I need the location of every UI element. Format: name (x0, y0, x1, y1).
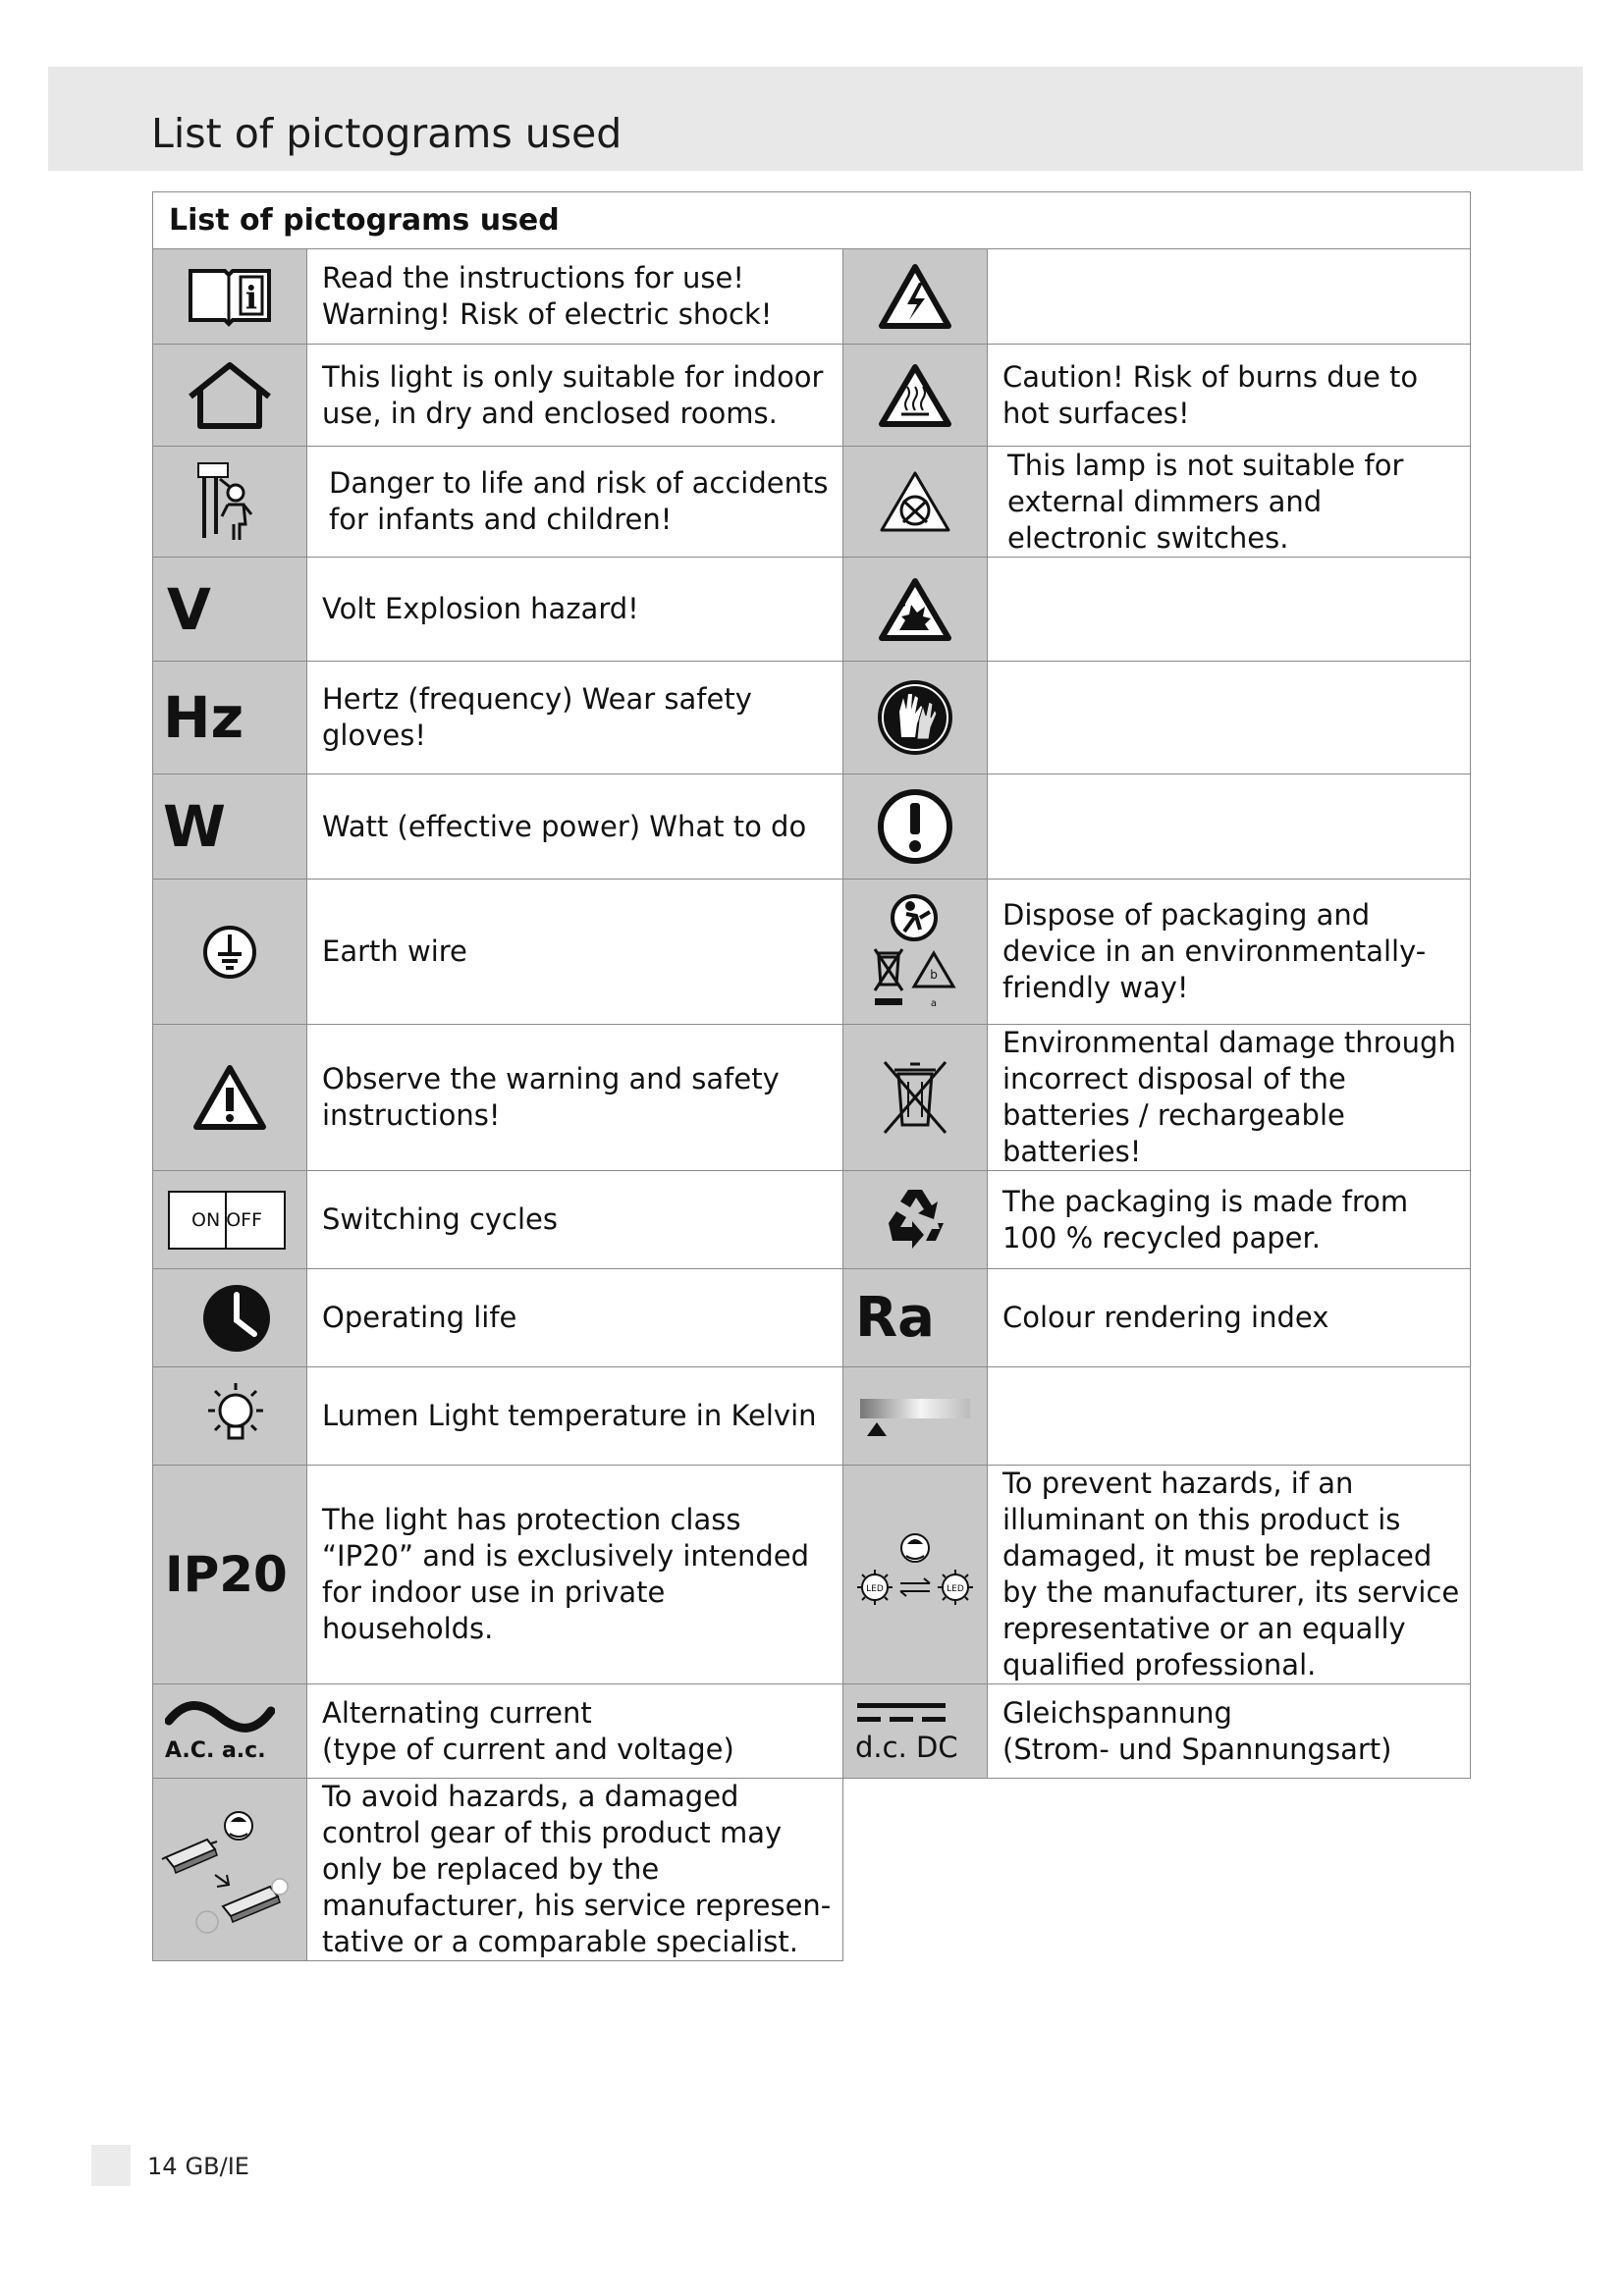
table-row (153, 447, 1471, 558)
table-row (153, 249, 1471, 345)
svg-text:b: b (930, 967, 938, 982)
pictogram-description: Read the instructions for use! Warning! Risk of electric shock! (307, 249, 843, 345)
exclamation-icon (843, 774, 988, 880)
recycle-arrows-icon (843, 1171, 988, 1269)
table-row (153, 1367, 1471, 1466)
table-row (153, 558, 1471, 662)
hertz-symbol: Hz (163, 684, 244, 751)
child-danger-icon (153, 447, 307, 558)
table-title: List of pictograms used (153, 192, 1471, 249)
pictogram-description: This light is only suitable for indoor use, in dry and enclosed rooms. (307, 345, 843, 447)
pictogram-description: The packaging is made from 100 % recycled paper. (988, 1171, 1471, 1269)
pictogram-description: Colour rendering index (988, 1269, 1471, 1367)
pictogram-description (988, 662, 1471, 774)
pictogram-description: To avoid hazards, a damaged control gear of this product may only be replaced by the manufacturer, his service represen-tative or a comparable specialist. (307, 1779, 843, 1961)
earth-wire-icon (153, 880, 307, 1025)
table-row (153, 345, 1471, 447)
no-dimmer-icon (843, 447, 988, 558)
led-replacement-icon (843, 1466, 988, 1684)
pictogram-description: To prevent hazards, if an illuminant on this product is damaged, it must be replaced by the manufacturer, its service representative or an equally qualified professional. (988, 1466, 1471, 1684)
pictogram-description: Caution! Risk of burns due to hot surfaces! (988, 345, 1471, 447)
watt-icon (153, 774, 307, 880)
pictogram-description (988, 558, 1471, 662)
page-footer (147, 2153, 257, 2180)
pictogram-description: Earth wire (307, 880, 843, 1025)
description-line: Alternating current (322, 1695, 592, 1730)
ra-icon (843, 1269, 988, 1367)
svg-text:LED: LED (866, 1584, 884, 1594)
pictogram-description: Danger to life and risk of accidents for infants and children! (307, 447, 843, 558)
recycling-disposal-icon (843, 880, 988, 1025)
description-line: Gleichspannung (1002, 1695, 1232, 1730)
ac-symbol: A.C. a.c. (165, 1738, 266, 1763)
pictogram-description: Watt (effective power) What to do (307, 774, 843, 880)
description-line: (Strom- und Spannungsart) (1002, 1732, 1392, 1766)
alternating-current-icon (153, 1684, 307, 1779)
pictogram-description (307, 1684, 843, 1779)
page-title: List of pictograms used (151, 110, 623, 157)
hot-surface-warning-icon (843, 345, 988, 447)
clock-icon (153, 1269, 307, 1367)
dc-symbol: d.c. DC (855, 1730, 958, 1764)
table-row (153, 1269, 1471, 1367)
table-row (153, 1025, 1471, 1171)
empty-cell (843, 1779, 1471, 1961)
pictogram-description: Hertz (frequency) Wear safety gloves! (307, 662, 843, 774)
footer-marker (91, 2145, 131, 2186)
table-row (153, 1779, 1471, 1961)
pictogram-description: Volt Explosion hazard! (307, 558, 843, 662)
pictogram-description: This lamp is not suitable for external dimmers and electronic switches. (988, 447, 1471, 558)
table-row (153, 880, 1471, 1025)
svg-text:LED: LED (947, 1584, 964, 1594)
ip20-symbol: IP20 (165, 1546, 288, 1603)
description-line: (type of current and voltage) (322, 1732, 734, 1766)
pictogram-description (988, 249, 1471, 345)
read-instructions-icon (153, 249, 307, 345)
table-row (153, 662, 1471, 774)
electric-shock-warning-icon (843, 249, 988, 345)
pictogram-description: Environmental damage through incorrect disposal of the batteries / rechargeable batteries! (988, 1025, 1471, 1171)
control-gear-replacement-icon (153, 1779, 307, 1961)
pictogram-description: Lumen Light temperature in Kelvin (307, 1367, 843, 1466)
warning-triangle-icon (153, 1025, 307, 1171)
pictogram-description (988, 774, 1471, 880)
table-row (153, 1466, 1471, 1684)
crossed-bin-icon (843, 1025, 988, 1171)
color-temperature-scale-icon (843, 1367, 988, 1466)
lumen-bulb-icon (153, 1367, 307, 1466)
pictogram-description: Operating life (307, 1269, 843, 1367)
pictogram-description (988, 1367, 1471, 1466)
direct-current-icon (843, 1684, 988, 1779)
on-off-icon (153, 1171, 307, 1269)
volt-symbol: V (167, 575, 211, 643)
pictogram-description: Dispose of packaging and device in an environmentally-friendly way! (988, 880, 1471, 1025)
safety-gloves-icon (843, 662, 988, 774)
ra-symbol: Ra (855, 1286, 935, 1350)
pictogram-table-frame (152, 191, 1470, 1958)
on-off-symbol: ON OFF (190, 1208, 263, 1231)
ip20-icon (153, 1466, 307, 1684)
svg-text:a: a (930, 997, 938, 1009)
watt-symbol: W (163, 793, 226, 860)
pictogram-description: Observe the warning and safety instructions! (307, 1025, 843, 1171)
svg-text:i: i (244, 279, 258, 316)
pictogram-description: Switching cycles (307, 1171, 843, 1269)
pictogram-description: The light has protection class “IP20” and is exclusively intended for indoor use in private households. (307, 1466, 843, 1684)
pictogram-table (152, 191, 1471, 1961)
table-row (153, 1684, 1471, 1779)
footer-language: GB/IE (185, 2153, 249, 2180)
volt-icon (153, 558, 307, 662)
table-row (153, 774, 1471, 880)
house-icon (153, 345, 307, 447)
hertz-icon (153, 662, 307, 774)
table-row (153, 1171, 1471, 1269)
pictogram-description (988, 1684, 1471, 1779)
explosion-hazard-icon (843, 558, 988, 662)
page-number: 14 (147, 2153, 178, 2180)
